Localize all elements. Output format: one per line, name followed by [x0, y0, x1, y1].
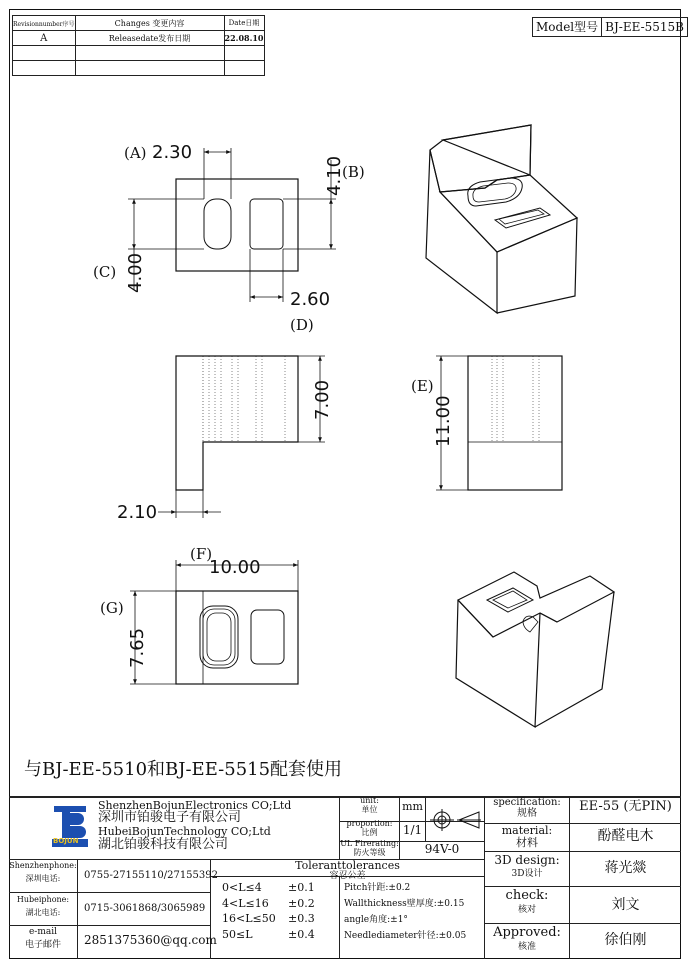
- logo-text: BOJUN: [53, 837, 79, 845]
- proportion-label: proportion: 比例: [346, 819, 393, 837]
- bojun-logo: [50, 804, 90, 848]
- dim-label-c: (C): [93, 263, 117, 281]
- approved-label: Approved: 核准: [493, 925, 561, 953]
- revision-date: 22.08.10: [224, 31, 264, 46]
- dim-value-f: 10.00: [209, 557, 261, 578]
- company-en-shenzhen: ShenzhenBojunElectronics CO;Ltd: [98, 799, 292, 812]
- revision-number-header: Revisionnumber序号: [13, 16, 76, 31]
- unit-label: unit: 单位: [360, 796, 379, 814]
- dim-value-side-height: 7.00: [312, 379, 333, 420]
- dim-label-d: (D): [290, 316, 314, 334]
- bottom-view: [130, 560, 298, 684]
- dim-value-c: 4.00: [125, 252, 146, 293]
- dim-value-d: 2.60: [290, 289, 331, 310]
- needle-tolerance: Needlediameter针径:±0.05: [344, 931, 467, 941]
- dim-label-a: (A): [124, 144, 147, 162]
- angle-tolerance: angle角度:±1°: [344, 915, 408, 925]
- projection-symbol-icon: [427, 803, 483, 837]
- tolerance-notes: [344, 880, 466, 944]
- approved-value: 徐伯刚: [604, 932, 647, 948]
- usage-note: 与BJ-EE-5510和BJ-EE-5515配套使用: [24, 759, 343, 780]
- dim-value-e: 11.00: [433, 395, 454, 447]
- isometric-view-bottom: [456, 572, 614, 727]
- tolerance-row: 50≤L ±0.4: [222, 927, 315, 941]
- tolerance-ranges: [222, 880, 315, 942]
- design-value: 蒋光燚: [604, 860, 647, 876]
- model-value: BJ-EE-5515B: [601, 18, 687, 36]
- sz-phone: 0755-27155110/27155392: [84, 870, 218, 881]
- company-cn-shenzhen: 深圳市铂骏电子有限公司: [98, 810, 242, 825]
- email: 2851375360@qq.com: [84, 933, 217, 947]
- sz-phone-label: Shenzhenphone: 深圳电话:: [9, 861, 77, 883]
- changes-header: Changes 变更内容: [75, 16, 224, 31]
- front-view: [436, 356, 562, 490]
- dim-value-a: 2.30: [152, 142, 193, 163]
- date-header: Date日期: [224, 16, 264, 31]
- check-value: 刘文: [611, 897, 640, 913]
- dim-label-b: (B): [342, 163, 365, 181]
- dim-value-side-width: 2.10: [117, 502, 158, 523]
- unit-value: mm: [402, 800, 423, 813]
- company-en-hubei: HubeiBojunTechnology CO;Ltd: [98, 825, 271, 838]
- isometric-view-top: [426, 125, 577, 313]
- revision-change: Releasedate发布日期: [75, 31, 224, 46]
- ul-value: 94V-0: [424, 842, 460, 856]
- dim-label-f: (F): [190, 545, 213, 563]
- pitch-tolerance: Pitch针距:±0.2: [344, 883, 411, 893]
- proportion-value: 1/1: [402, 823, 423, 837]
- tolerance-title: Toleranttolerances 容忍公差: [295, 859, 400, 882]
- spec-value: EE-55 (无PIN): [579, 799, 672, 814]
- check-label: check: 核对: [505, 888, 549, 916]
- top-view: [128, 148, 336, 302]
- side-view: [158, 356, 325, 518]
- dim-label-e: (E): [411, 377, 434, 395]
- hb-phone-label: Hubeiphone: 湖北电话:: [16, 895, 70, 917]
- tolerance-row: 0<L≤4 ±0.1: [222, 881, 315, 894]
- dim-label-g: (G): [100, 599, 124, 617]
- spec-label: specification: 规格: [493, 797, 561, 819]
- dim-value-b: 4.10: [324, 155, 345, 196]
- wall-tolerance: Wallthickness壁厚度:±0.15: [344, 899, 465, 909]
- material-label: material: 材料: [501, 824, 553, 850]
- tolerance-row: 4<L≤16 ±0.2: [222, 896, 315, 910]
- dim-value-g: 7.65: [127, 627, 148, 668]
- design-label: 3D design: 3D设计: [494, 853, 560, 880]
- tolerance-row: 16<L≤50 ±0.3: [222, 912, 315, 925]
- hb-phone: 0715-3061868/3065989: [84, 903, 206, 914]
- ul-label: UL Firerating: 防火等级: [340, 839, 399, 857]
- email-label: e-mail 电子邮件: [24, 927, 61, 950]
- company-cn-hubei: 湖北铂骏科技有限公司: [98, 837, 229, 852]
- material-value: 酚醛电木: [597, 828, 654, 844]
- revision-number: A: [13, 31, 76, 46]
- model-label: Model型号: [536, 20, 599, 34]
